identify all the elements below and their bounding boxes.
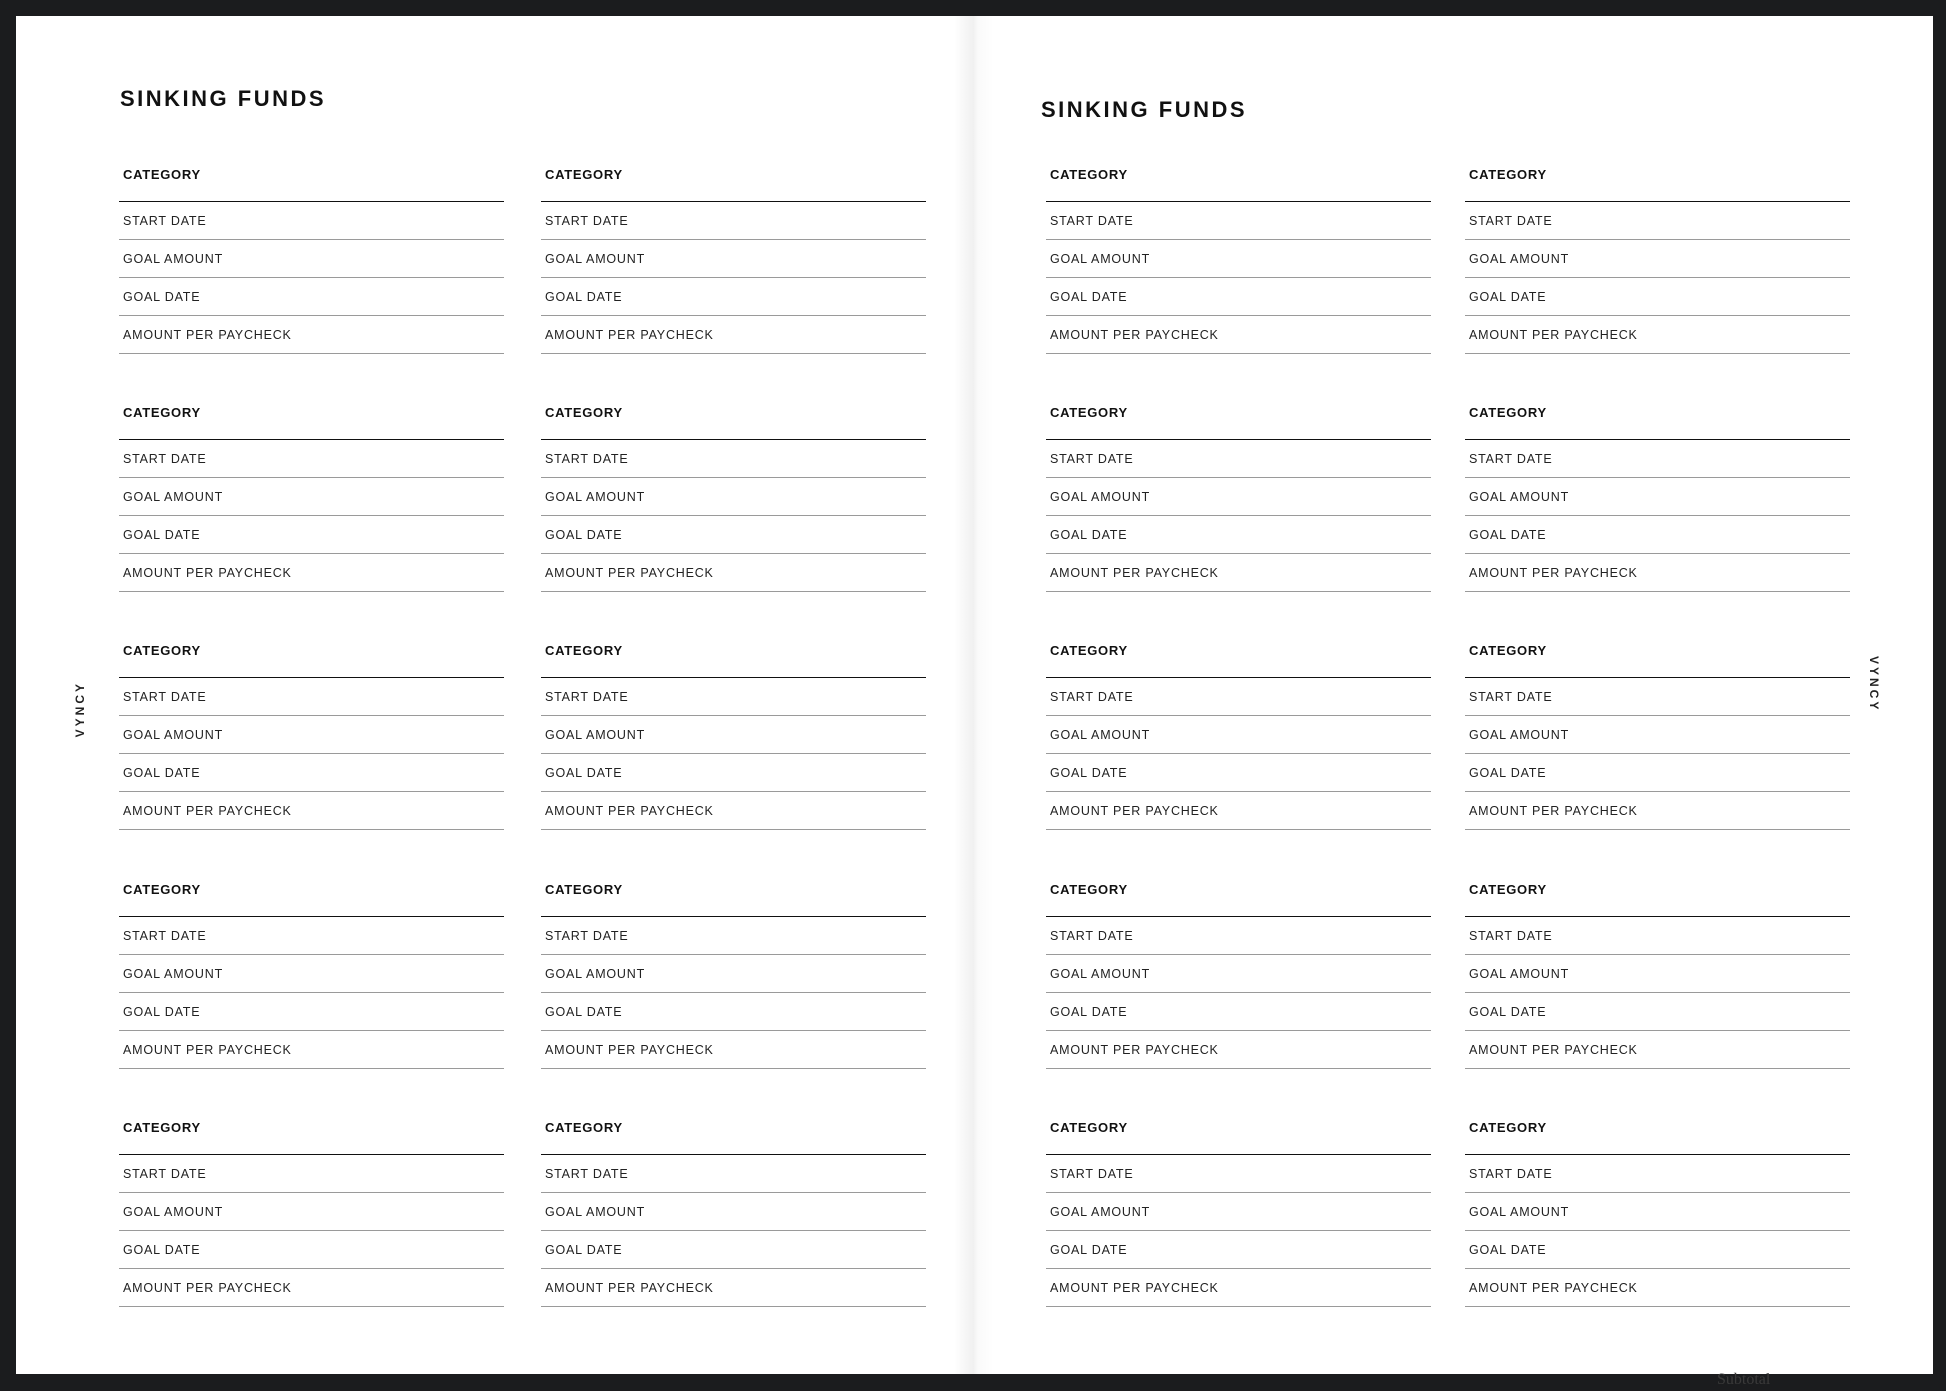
goal-amount-field[interactable]: GOAL AMOUNT	[541, 716, 926, 754]
goal-date-field[interactable]: GOAL DATE	[541, 1231, 926, 1269]
start-date-field[interactable]: START DATE	[119, 440, 504, 478]
brand-mark: VYNCY	[73, 681, 87, 738]
start-date-field[interactable]: START DATE	[1046, 440, 1431, 478]
amount-per-paycheck-field[interactable]: AMOUNT PER PAYCHECK	[541, 316, 926, 354]
goal-date-field[interactable]: GOAL DATE	[119, 754, 504, 792]
amount-per-paycheck-field[interactable]: AMOUNT PER PAYCHECK	[1046, 792, 1431, 830]
sinking-fund-block	[1046, 873, 1431, 1065]
category-field[interactable]: CATEGORY	[541, 158, 926, 202]
start-date-field[interactable]: START DATE	[541, 678, 926, 716]
category-field[interactable]: CATEGORY	[1046, 634, 1431, 678]
goal-date-field[interactable]: GOAL DATE	[119, 516, 504, 554]
sinking-fund-block	[1046, 634, 1431, 826]
start-date-field[interactable]: START DATE	[119, 1155, 504, 1193]
sinking-fund-block	[1046, 1111, 1431, 1303]
amount-per-paycheck-field[interactable]: AMOUNT PER PAYCHECK	[1465, 316, 1850, 354]
goal-amount-field[interactable]: GOAL AMOUNT	[119, 240, 504, 278]
category-field[interactable]: CATEGORY	[1465, 634, 1850, 678]
category-field[interactable]: CATEGORY	[1465, 396, 1850, 440]
amount-per-paycheck-field[interactable]: AMOUNT PER PAYCHECK	[1465, 792, 1850, 830]
goal-date-field[interactable]: GOAL DATE	[1465, 516, 1850, 554]
amount-per-paycheck-field[interactable]: AMOUNT PER PAYCHECK	[119, 1269, 504, 1307]
sinking-fund-block	[541, 158, 926, 350]
sinking-fund-block	[119, 158, 504, 350]
start-date-field[interactable]: START DATE	[1465, 202, 1850, 240]
sinking-fund-block	[541, 634, 926, 826]
amount-per-paycheck-field[interactable]: AMOUNT PER PAYCHECK	[1046, 1269, 1431, 1307]
goal-amount-field[interactable]: GOAL AMOUNT	[1465, 716, 1850, 754]
start-date-field[interactable]: START DATE	[119, 202, 504, 240]
goal-date-field[interactable]: GOAL DATE	[1465, 1231, 1850, 1269]
start-date-field[interactable]: START DATE	[1465, 1155, 1850, 1193]
goal-date-field[interactable]: GOAL DATE	[1046, 754, 1431, 792]
goal-amount-field[interactable]: GOAL AMOUNT	[119, 955, 504, 993]
goal-date-field[interactable]: GOAL DATE	[541, 516, 926, 554]
sinking-fund-block	[1465, 873, 1850, 1065]
start-date-field[interactable]: START DATE	[1465, 917, 1850, 955]
goal-amount-field[interactable]: GOAL AMOUNT	[1465, 240, 1850, 278]
start-date-field[interactable]: START DATE	[1046, 1155, 1431, 1193]
left-page	[16, 16, 974, 1374]
sinking-fund-block	[541, 873, 926, 1065]
goal-date-field[interactable]: GOAL DATE	[1465, 278, 1850, 316]
sinking-fund-block	[1465, 1111, 1850, 1303]
amount-per-paycheck-field[interactable]: AMOUNT PER PAYCHECK	[541, 1031, 926, 1069]
start-date-field[interactable]: START DATE	[1465, 678, 1850, 716]
start-date-field[interactable]: START DATE	[1465, 440, 1850, 478]
sinking-fund-block	[541, 396, 926, 588]
goal-date-field[interactable]: GOAL DATE	[541, 993, 926, 1031]
page-title: SINKING FUNDS	[1041, 97, 1248, 122]
start-date-field[interactable]: START DATE	[541, 202, 926, 240]
right-page	[974, 16, 1933, 1374]
goal-amount-field[interactable]: GOAL AMOUNT	[1465, 478, 1850, 516]
goal-amount-field[interactable]: GOAL AMOUNT	[1046, 1193, 1431, 1231]
category-field[interactable]: CATEGORY	[541, 396, 926, 440]
category-field[interactable]: CATEGORY	[119, 634, 504, 678]
category-field[interactable]: CATEGORY	[541, 873, 926, 917]
sinking-fund-block	[1465, 396, 1850, 588]
goal-date-field[interactable]: GOAL DATE	[119, 1231, 504, 1269]
category-field[interactable]: CATEGORY	[119, 396, 504, 440]
amount-per-paycheck-field[interactable]: AMOUNT PER PAYCHECK	[1046, 316, 1431, 354]
amount-per-paycheck-field[interactable]: AMOUNT PER PAYCHECK	[1465, 1269, 1850, 1307]
page-gutter-shadow	[954, 16, 994, 1374]
sinking-fund-block	[1046, 396, 1431, 588]
sinking-fund-block	[119, 1111, 504, 1303]
amount-per-paycheck-field[interactable]: AMOUNT PER PAYCHECK	[541, 554, 926, 592]
category-field[interactable]: CATEGORY	[1046, 873, 1431, 917]
category-field[interactable]: CATEGORY	[541, 1111, 926, 1155]
goal-amount-field[interactable]: GOAL AMOUNT	[1046, 240, 1431, 278]
category-field[interactable]: CATEGORY	[1465, 873, 1850, 917]
goal-amount-field[interactable]: GOAL AMOUNT	[1465, 1193, 1850, 1231]
goal-date-field[interactable]: GOAL DATE	[541, 278, 926, 316]
amount-per-paycheck-field[interactable]: AMOUNT PER PAYCHECK	[1465, 1031, 1850, 1069]
goal-date-field[interactable]: GOAL DATE	[1046, 516, 1431, 554]
category-field[interactable]: CATEGORY	[1046, 1111, 1431, 1155]
category-field[interactable]: CATEGORY	[119, 158, 504, 202]
goal-date-field[interactable]: GOAL DATE	[1465, 993, 1850, 1031]
goal-amount-field[interactable]: GOAL AMOUNT	[1465, 955, 1850, 993]
start-date-field[interactable]: START DATE	[541, 1155, 926, 1193]
goal-date-field[interactable]: GOAL DATE	[541, 754, 926, 792]
sinking-fund-block	[119, 873, 504, 1065]
sinking-fund-block	[119, 634, 504, 826]
start-date-field[interactable]: START DATE	[1046, 202, 1431, 240]
amount-per-paycheck-field[interactable]: AMOUNT PER PAYCHECK	[119, 1031, 504, 1069]
category-field[interactable]: CATEGORY	[1046, 158, 1431, 202]
category-field[interactable]: CATEGORY	[541, 634, 926, 678]
category-field[interactable]: CATEGORY	[1465, 1111, 1850, 1155]
amount-per-paycheck-field[interactable]: AMOUNT PER PAYCHECK	[541, 1269, 926, 1307]
goal-date-field[interactable]: GOAL DATE	[1046, 993, 1431, 1031]
sinking-fund-block	[541, 1111, 926, 1303]
background-text-fragment: Subtotal	[1717, 1371, 1771, 1388]
amount-per-paycheck-field[interactable]: AMOUNT PER PAYCHECK	[541, 792, 926, 830]
sinking-fund-block	[1465, 634, 1850, 826]
start-date-field[interactable]: START DATE	[1046, 917, 1431, 955]
goal-amount-field[interactable]: GOAL AMOUNT	[541, 1193, 926, 1231]
start-date-field[interactable]: START DATE	[119, 678, 504, 716]
goal-date-field[interactable]: GOAL DATE	[1465, 754, 1850, 792]
brand-mark: VYNCY	[1867, 656, 1881, 713]
start-date-field[interactable]: START DATE	[1046, 678, 1431, 716]
start-date-field[interactable]: START DATE	[541, 917, 926, 955]
start-date-field[interactable]: START DATE	[119, 917, 504, 955]
goal-amount-field[interactable]: GOAL AMOUNT	[1046, 716, 1431, 754]
goal-amount-field[interactable]: GOAL AMOUNT	[1046, 478, 1431, 516]
goal-amount-field[interactable]: GOAL AMOUNT	[119, 716, 504, 754]
goal-amount-field[interactable]: GOAL AMOUNT	[541, 478, 926, 516]
category-field[interactable]: CATEGORY	[119, 1111, 504, 1155]
category-field[interactable]: CATEGORY	[119, 873, 504, 917]
goal-date-field[interactable]: GOAL DATE	[1046, 278, 1431, 316]
category-field[interactable]: CATEGORY	[1465, 158, 1850, 202]
amount-per-paycheck-field[interactable]: AMOUNT PER PAYCHECK	[1465, 554, 1850, 592]
goal-date-field[interactable]: GOAL DATE	[119, 993, 504, 1031]
sinking-fund-block	[1046, 158, 1431, 350]
page-title: SINKING FUNDS	[120, 86, 327, 111]
sinking-fund-block	[1465, 158, 1850, 350]
category-field[interactable]: CATEGORY	[1046, 396, 1431, 440]
start-date-field[interactable]: START DATE	[541, 440, 926, 478]
goal-amount-field[interactable]: GOAL AMOUNT	[541, 240, 926, 278]
goal-amount-field[interactable]: GOAL AMOUNT	[119, 478, 504, 516]
amount-per-paycheck-field[interactable]: AMOUNT PER PAYCHECK	[119, 792, 504, 830]
goal-amount-field[interactable]: GOAL AMOUNT	[1046, 955, 1431, 993]
goal-date-field[interactable]: GOAL DATE	[1046, 1231, 1431, 1269]
amount-per-paycheck-field[interactable]: AMOUNT PER PAYCHECK	[1046, 1031, 1431, 1069]
amount-per-paycheck-field[interactable]: AMOUNT PER PAYCHECK	[119, 316, 504, 354]
goal-amount-field[interactable]: GOAL AMOUNT	[119, 1193, 504, 1231]
goal-date-field[interactable]: GOAL DATE	[119, 278, 504, 316]
sinking-fund-block	[119, 396, 504, 588]
goal-amount-field[interactable]: GOAL AMOUNT	[541, 955, 926, 993]
amount-per-paycheck-field[interactable]: AMOUNT PER PAYCHECK	[119, 554, 504, 592]
amount-per-paycheck-field[interactable]: AMOUNT PER PAYCHECK	[1046, 554, 1431, 592]
